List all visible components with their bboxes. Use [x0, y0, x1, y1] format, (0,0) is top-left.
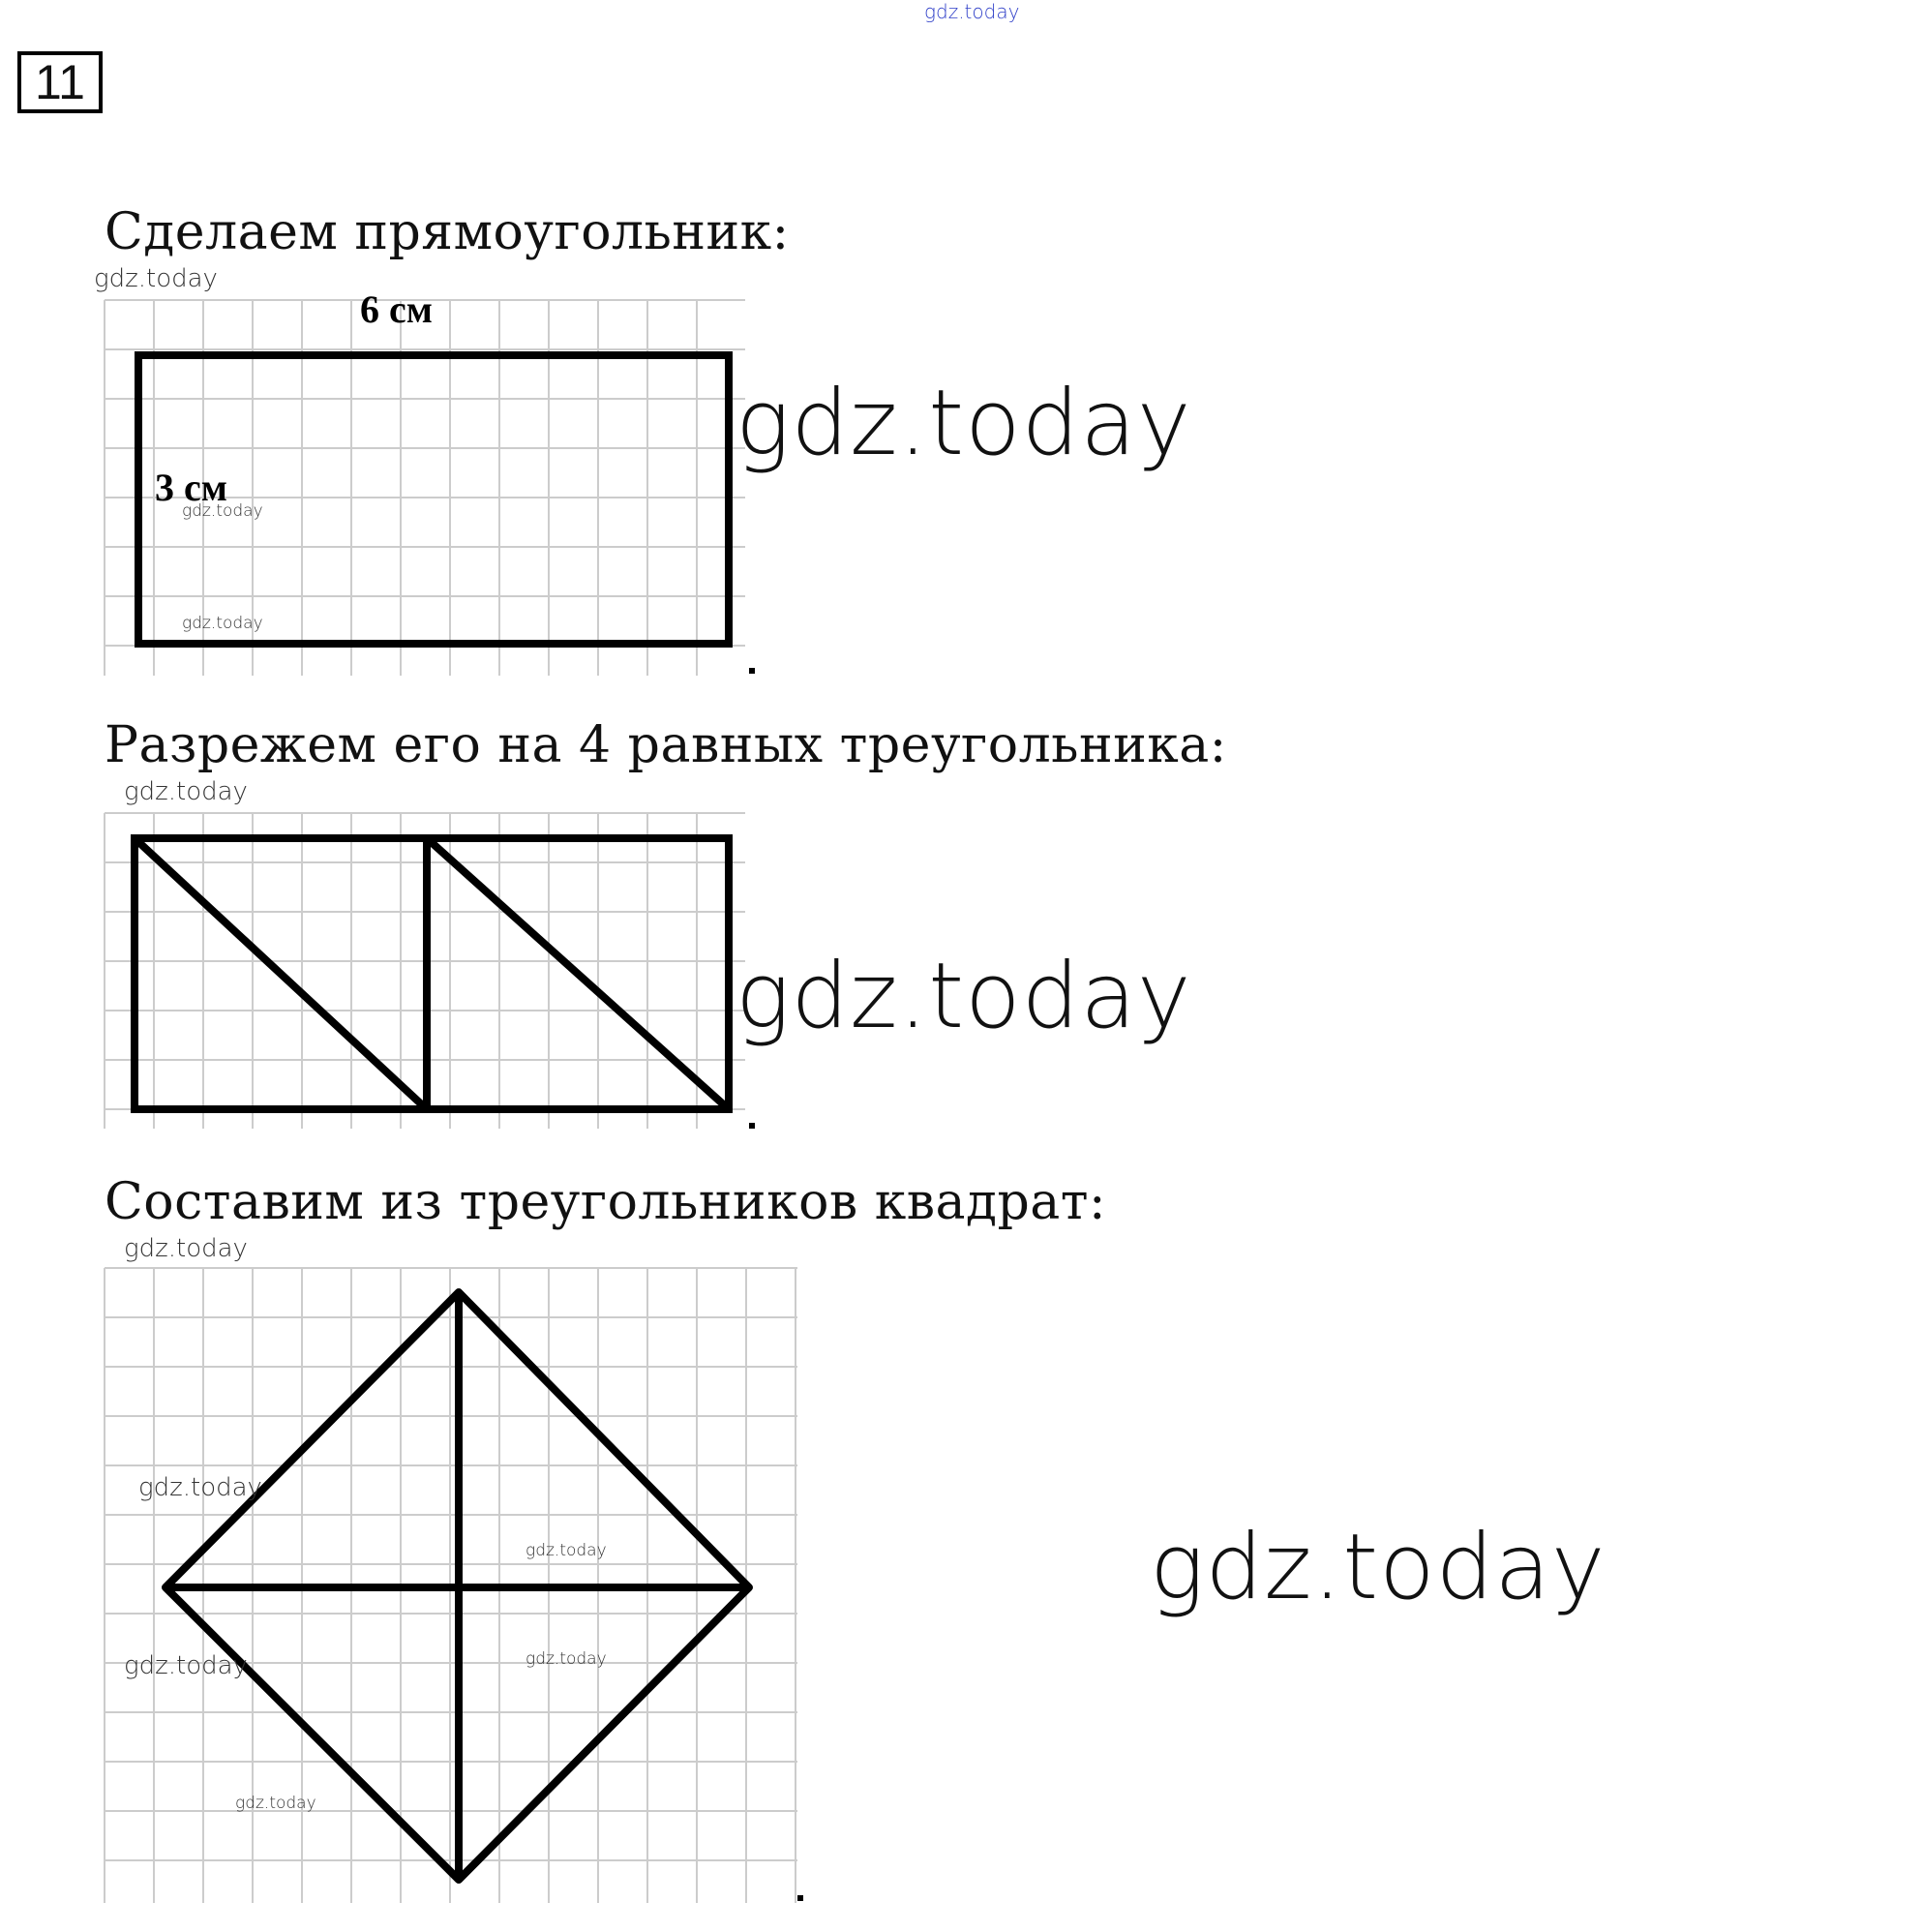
section-1-heading: Сделаем прямоугольник: [105, 203, 790, 261]
section-3-heading: Составим из треугольников квадрат: [105, 1173, 1107, 1231]
watermark-9: gdz.today [526, 1649, 607, 1669]
watermark-big-3: gdz.today [1150, 1515, 1607, 1620]
watermark-6: gdz.today [138, 1473, 262, 1502]
width-label: 6 см [360, 287, 433, 331]
watermark-5: gdz.today [124, 1234, 248, 1263]
period-3 [797, 1895, 803, 1901]
task-number: 11 [17, 51, 103, 113]
watermark-7: gdz.today [526, 1541, 607, 1560]
watermark-4: gdz.today [124, 777, 248, 806]
section-2-heading: Разрежем его на 4 равных треугольника: [105, 716, 1227, 774]
top-watermark: gdz.today [924, 0, 1020, 23]
height-label: 3 см [155, 466, 227, 509]
watermark-2: gdz.today [182, 501, 263, 521]
watermark-big-2: gdz.today [736, 944, 1192, 1049]
watermark-1: gdz.today [94, 264, 218, 293]
watermark-3: gdz.today [182, 614, 263, 633]
watermark-big-1: gdz.today [736, 371, 1192, 476]
watermark-10: gdz.today [235, 1794, 316, 1813]
watermark-8: gdz.today [124, 1651, 248, 1680]
